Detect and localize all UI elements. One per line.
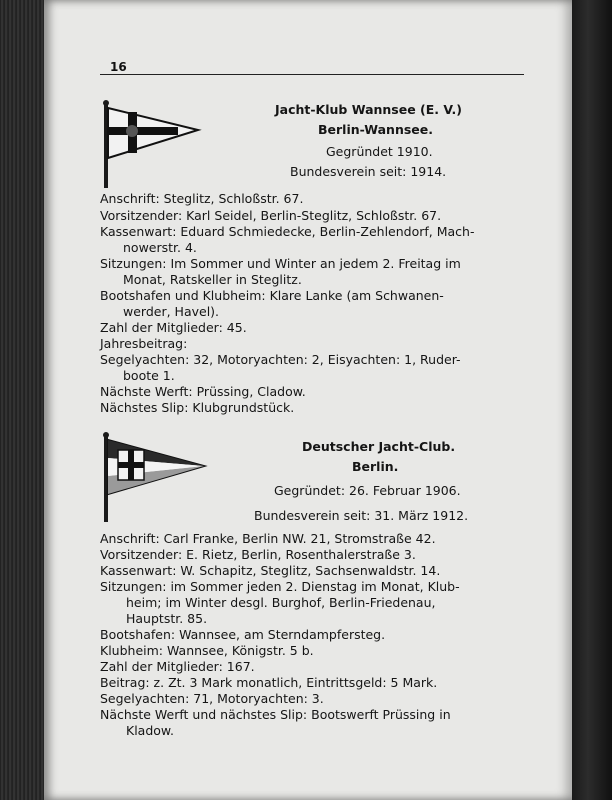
club2-line: Zahl der Mitglieder: 167. xyxy=(100,659,255,674)
club2-line: Klubheim: Wannsee, Königstr. 5 b. xyxy=(100,643,314,658)
club2-line: Segelyachten: 71, Motoryachten: 3. xyxy=(100,691,324,706)
book-edge-right xyxy=(572,0,612,800)
club2-line: Vorsitzender: E. Rietz, Berlin, Rosenthalerstraße 3. xyxy=(100,547,416,562)
club1-line: Nächstes Slip: Klubgrundstück. xyxy=(100,400,295,415)
club2-name: Deutscher Jacht-Club. xyxy=(302,439,456,454)
club2-member-since: Bundesverein seit: 31. März 1912. xyxy=(254,508,469,523)
club1-line: Nächste Werft: Prüssing, Cladow. xyxy=(100,384,306,399)
club1-line: boote 1. xyxy=(123,368,175,383)
club2-line: Kladow. xyxy=(126,723,174,738)
club1-line: Monat, Ratskeller in Steglitz. xyxy=(123,272,302,287)
club2-line: Bootshafen: Wannsee, am Sterndampfersteg. xyxy=(100,627,386,642)
book-pages-edge-left xyxy=(0,0,48,800)
page-number: 16 xyxy=(110,60,127,74)
club2-line: Kassenwart: W. Schapitz, Steglitz, Sachsenwaldstr. 14. xyxy=(100,563,441,578)
club2-line: Beitrag: z. Zt. 3 Mark monatlich, Eintrittsgeld: 5 Mark. xyxy=(100,675,438,690)
club1-line: Bootshafen und Klubheim: Klare Lanke (am Schwanen- xyxy=(100,288,444,303)
club1-line: Zahl der Mitglieder: 45. xyxy=(100,320,247,335)
club1-line: Vorsitzender: Karl Seidel, Berlin-Steglitz, Schloßstr. 67. xyxy=(100,208,442,223)
club1-name: Jacht-Klub Wannsee (E. V.) xyxy=(275,102,462,117)
club2-line: Hauptstr. 85. xyxy=(126,611,208,626)
club1-line: werder, Havel). xyxy=(123,304,220,319)
club1-city: Berlin-Wannsee. xyxy=(318,122,433,137)
club1-line: nowerstr. 4. xyxy=(123,240,197,255)
club1-burgee-icon xyxy=(100,100,202,190)
header-rule xyxy=(100,74,524,75)
club2-line: heim; im Winter desgl. Burghof, Berlin-Friedenau, xyxy=(126,595,436,610)
club1-member-since: Bundesverein seit: 1914. xyxy=(290,164,447,179)
club2-line: Anschrift: Carl Franke, Berlin NW. 21, Stromstraße 42. xyxy=(100,531,436,546)
club1-line: Kassenwart: Eduard Schmiedecke, Berlin-Zehlendorf, Mach- xyxy=(100,224,475,239)
club1-line: Segelyachten: 32, Motoryachten: 2, Eisyachten: 1, Ruder- xyxy=(100,352,461,367)
club1-founded: Gegründet 1910. xyxy=(326,144,433,159)
club2-burgee-icon xyxy=(100,432,208,524)
club2-city: Berlin. xyxy=(352,459,399,474)
club1-line: Jahresbeitrag: xyxy=(100,336,188,351)
club1-line: Anschrift: Steglitz, Schloßstr. 67. xyxy=(100,191,304,206)
club2-line: Nächste Werft und nächstes Slip: Bootswerft Prüssing in xyxy=(100,707,451,722)
club2-founded: Gegründet: 26. Februar 1906. xyxy=(274,483,461,498)
club1-line: Sitzungen: Im Sommer und Winter an jedem 2. Freitag im xyxy=(100,256,461,271)
club2-line: Sitzungen: im Sommer jeden 2. Dienstag im Monat, Klub- xyxy=(100,579,460,594)
